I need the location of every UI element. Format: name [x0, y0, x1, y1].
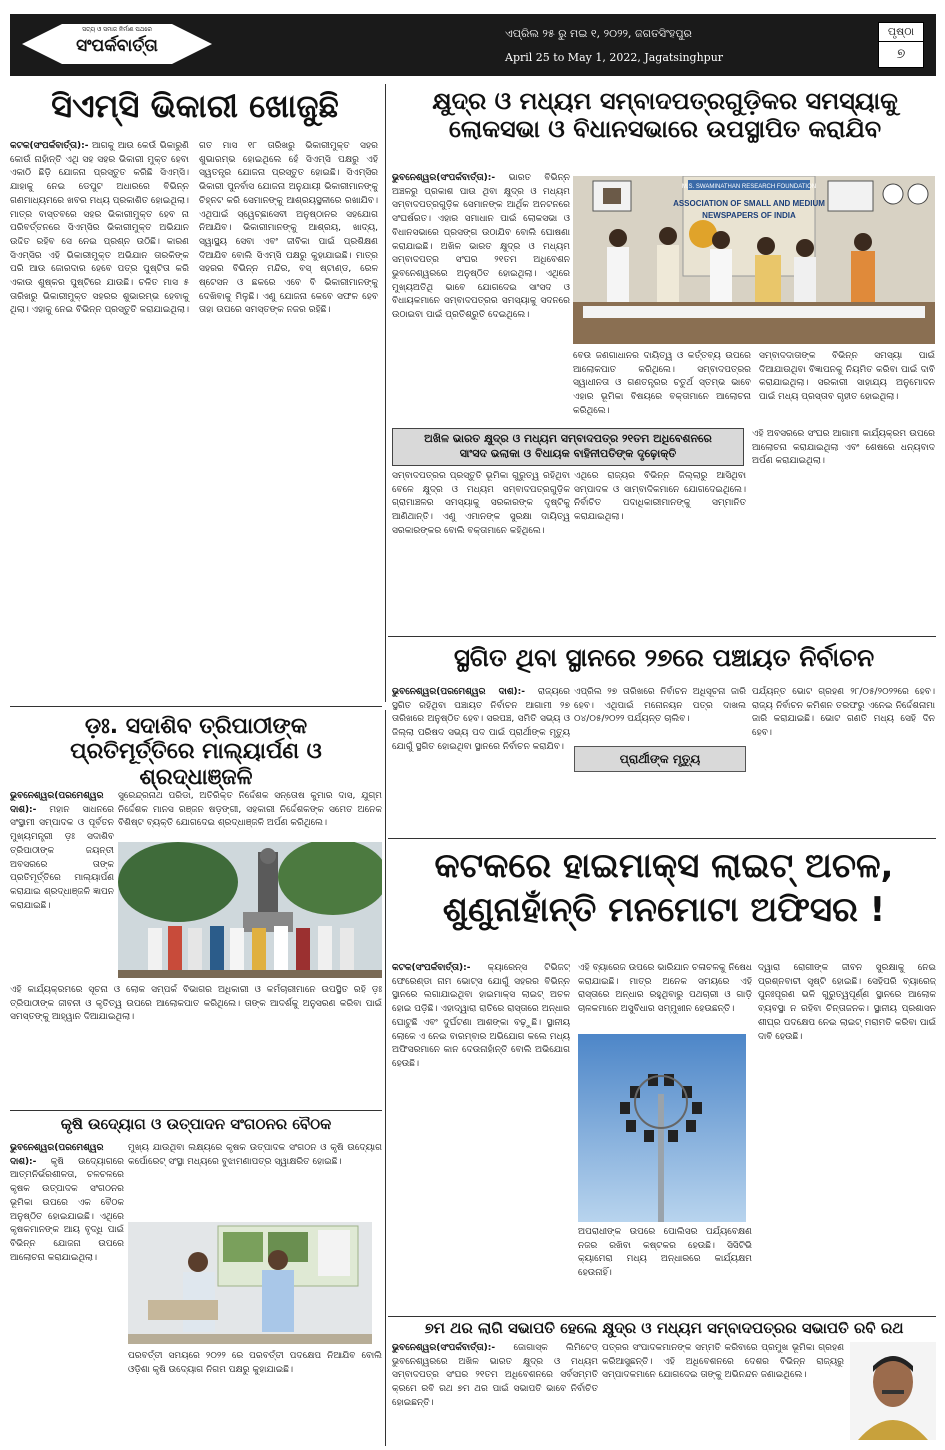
highmast-headline-line1: କଟକରେ ହାଇମାକ୍ସ ଲାଇଟ୍ ଅଚଳ,	[434, 846, 894, 886]
logo-tagline: ସତ୍ୟ ଓ ସମାଜ ନିର୍ମାଣ ପଥରେ	[82, 26, 152, 33]
small-papers-lower-2: ଏଥିରେ ରାଜ୍ୟର ବିଭିନ୍ନ ଜିଲ୍ଲାରୁ ଆସିଥିବା ସମ୍ପାଦକ ଓ ସାମ୍ବାଦିକମାନେ ଯୋଗଦେଇଥିଲେ। ନିର୍ବାଚିତ ପଦାଧିକାରୀମାନଙ୍କୁ ସମ୍ମାନିତ କରାଯାଇଥିଲା।	[574, 471, 746, 523]
small-papers-headline-line1: କ୍ଷୁଦ୍ର ଓ ମଧ୍ୟମ ସମ୍ବାଦପତ୍ରଗୁଡ଼ିକର ସମସ୍ୟାକୁ	[432, 87, 898, 115]
section-divider	[388, 1316, 936, 1317]
small-papers-body-right-a: ବେଉ ଜଣଗାଧାନର ଦାୟିତ୍ୱ ଓ କର୍ତ୍ତବ୍ୟ ଉପରେ ଆଲୋକପାତ କରିଥିଲେ। ସମ୍ବାଦପତ୍ରର ସ୍ୱାଧୀନତା ଓ ଗଣତନ୍ତ୍ରର ଚତୁର୍ଥ ସ୍ତମ୍ଭ ଭାବେ ଏହାର ଭୂମିକା ବିଷୟରେ ବକ୍ତାମାନେ ଆଲୋଚନା କରିଥିଲେ।	[573, 351, 751, 416]
dateline-english: April 25 to May 1, 2022, Jagatsinghpur	[505, 51, 724, 64]
issue-dateline	[505, 22, 865, 70]
panchayat-body-text: ରାଜ୍ୟରେ ସ୍ଥଗିତ ରହିଥିବା ପଞ୍ଚାୟତ ନିର୍ବାଚନ ଆଗାମୀ ୨୭ ତାରିଖରେ ଅନୁଷ୍ଠିତ ହେବ। ସରପଞ୍ଚ, ସମିତି ସଭ୍ୟ ଓ ଜିଲ୍ଲା ପରିଷଦ ସଭ୍ୟ ପଦ ପାଇଁ ପ୍ରାର୍ଥୀଙ୍କ ମୃତ୍ୟୁ ଯୋଗୁଁ ସ୍ଥଗିତ ହୋଇଥିବା ସ୍ଥାନରେ ନିର୍ବାଚନ କରାଯିବ।	[392, 687, 570, 752]
small-papers-banner-line1: ଅଖିଳ ଭାରତ କ୍ଷୁଦ୍ର ଓ ମଧ୍ୟମ ସମ୍ବାଦପତ୍ର ୨୧ତମ ଅଧିବେଶନରେ	[424, 432, 712, 445]
agri-body-3: ପରବର୍ତ୍ତୀ ସମୟରେ ୨୦୨୨ ରେ ପରବର୍ତ୍ତୀ ପଦକ୍ଷେପ ନିଆଯିବ ବୋଲି ଓଡ଼ିଶା କୃଷି ଉଦ୍ୟୋଗ ନିଗମ ପକ୍ଷରୁ କୁହାଯାଇଛି।	[128, 1351, 382, 1375]
statue-photo-illustration	[118, 842, 382, 978]
agri-body-text: କୃଷି ଉଦ୍ୟୋଗରେ ଆତ୍ମନିର୍ଭରଶୀଳତା, ଚଳଚଳରେ କୃଷକ ଉତ୍ପାଦକ ସଂଗଠନର ଭୂମିକା ଉପରେ ଏକ ବୈଠକ ଅନୁଷ୍ଠିତ ହୋଇଯାଇଛି। ଏଥିରେ କୃଷକମାନଙ୍କ ଆୟ ବୃଦ୍ଧି ପାଇଁ ବିଭିନ୍ନ ଯୋଜନା ଉପରେ ଆଲୋଚନା କରାଯାଇଥିଲା।	[10, 1156, 124, 1263]
highmast-headline	[392, 844, 936, 932]
small-papers-banner	[392, 428, 744, 466]
small-papers-lower-3: ଏହି ଅବସରରେ ସଂଘର ଆଗାମୀ କାର୍ଯ୍ୟକ୍ରମ ଉପରେ ଆଲୋଚନା କରାଯାଇଥିଲା ଏବଂ ଶେଷରେ ଧନ୍ୟବାଦ ଅର୍ପଣ କରାଯାଇଥିଲା।	[752, 429, 935, 467]
photo-banner-2: ASSOCIATION OF SMALL AND MEDIUM	[673, 199, 825, 208]
cms-body: ଆଗକୁ ଆଉ କେଉଁ ଭିକାରୁଣି କୋଉଁ ନାହାଁନ୍ତି ଏଥି ସହ ସହର ଭିକାରୀ ମୁକ୍ତ ହେବା ଏକାଠି ଛିଡ଼ି ଯୋଜନା ପ୍ରସ୍ତୁତ କରିଛି ସିଏମ୍‌ସି। ଯାହାକୁ ନେଇ ଡେପୁଟ ଅଧାରରେ ବିଭିନ୍ନ ଗଣମାଧ୍ୟମରେ ଖବର ମଧ୍ୟ ପ୍ରକାଶିତ ହୋଇଥିଲା। ମାତ୍ର ବାସ୍ତବରେ ସହର ଭିକାରୀମୁକ୍ତ ହେବ ନା ପରିବର୍ତ୍ତନରେ ସିଏମ୍‌ସିର ଭିକାରୀମୁକ୍ତ ଅଭିଯାନ ଉଦ୍ଦିତ ରହିବ ସେ ନେଇ ପ୍ରଶ୍ନ ଉଠିଛି। କାରଣ ସିଏମ୍‌ସିର ଏହି ଭିକାରୀମୁକ୍ତ ଅଭିଯାନ ତାରକିଙ୍କ ପରି ଆଉ ଜୋରଦାର ହେବେ ପତ୍ର ପୁଷ୍ଟିତା କରି ଏକାଉ ଶୁଷ୍କର ପୁଷ୍ଟିରେ ଯାଉଛି। ଚଳିତ ମାସ ୫ ତାରିଖରୁ ଭିକାରୀମୁକ୍ତ ସହରର ଶୁଭାରମ୍ଭ ହେବାକୁ ଥିଲା। ଏହାକୁ ନେଇ ବିଭିନ୍ନ ପ୍ରସ୍ତୁତି କରାଯାଇଥିଲା। ଗତ ମାସ ୧୮ ତାରିଖରୁ ଭିକାରୀମୁକ୍ତ ସହର ଶୁଭାରମ୍ଭ ହୋଇଥିଲେ ହେଁ ସିଏମ୍‌ସି ପକ୍ଷରୁ ଏହି ସ୍ୱତନ୍ତ୍ର ଯୋଜନା ପ୍ରସ୍ତୁତ ହୋଇଛି। ସିଏମ୍‌ସିର ଭିକାରୀ ପୁନର୍ବାସ ଯୋଜନା ଅନୁଯାୟୀ ଭିକାରୀମାନଙ୍କୁ ଚିହ୍ନଟ କରି ସେମାନଙ୍କୁ ଆଶ୍ରୟସ୍ଥଳୀରେ ରଖାଯିବ। ଏଥିପାଇଁ ସ୍ୱେଚ୍ଛାସେବୀ ଅନୁଷ୍ଠାନର ସହଯୋଗ ନିଆଯିବ। ଭିକାରୀମାନଙ୍କୁ ଆଶ୍ରୟ, ଖାଦ୍ୟ, ସ୍ୱାସ୍ଥ୍ୟ ସେବା ଏବଂ ଜୀବିକା ପାଇଁ ପ୍ରଶିକ୍ଷଣ ଦିଆଯିବ ବୋଲି ସିଏମ୍‌ସି ପକ୍ଷରୁ କୁହାଯାଇଛି। ମାତ୍ର ସହରର ବିଭିନ୍ନ ମନ୍ଦିର, ବସ୍ ଷ୍ଟାଣ୍ଡ, ରେଳ ଷ୍ଟେସନ ଓ ଛକରେ ଏବେ ବି ଭିକାରୀମାନଙ୍କୁ ଦେଖିବାକୁ ମିଳୁଛି। ଏଣୁ ଯୋଜନା କେବେ ସଫଳ ହେବ ତାହା ଉପରେ ସମସ୍ତଙ୍କ ନଜର ରହିଛି।	[10, 141, 378, 316]
column-divider	[385, 84, 386, 702]
statue-photo	[118, 842, 382, 978]
highmast-headline-line2: ଶୁଣୁନାହାଁନ୍ତି ମନମୋଟା ଅଫିସର !	[442, 890, 886, 931]
column-divider	[385, 710, 386, 1446]
rath-headline: ୭ମ ଥର ଲାଗି ସଭାପତି ହେଲେ କ୍ଷୁଦ୍ର ଓ ମଧ୍ୟମ ସମ୍ବାଦପତ୍ରର ସଭାପତି ରବି ରଥ	[424, 1319, 904, 1337]
rath-lead: ଭୁବନେଶ୍ୱର(ସଂପର୍କବାର୍ତ୍ତା):-	[392, 1343, 496, 1353]
rath-body-1	[392, 1342, 598, 1444]
section-divider	[10, 706, 382, 707]
cms-article-body	[10, 140, 378, 700]
small-papers-body-right-b: ସମ୍ବାଦଦାତାଙ୍କ ବିଭିନ୍ନ ସମସ୍ୟା ପାଇଁ ଦିଆଯାଉଥିବା ବିଜ୍ଞାପନକୁ ନିୟମିତ କରିବା ପାଇଁ ଦାବି କରାଯାଇଥିଲା। ସରକାରୀ ସାହାଯ୍ୟ ଅନୁମୋଦନ ପାଇଁ ମଧ୍ୟ ପ୍ରସ୍ତାବ ଗୃହୀତ ହୋଇଥିଲା।	[759, 351, 935, 403]
cms-headline: ସିଏମ୍‌ସି ଭିକାରୀ ଖୋଜୁଛି	[51, 87, 339, 125]
panchayat-body-2: ଏପ୍ରିଲ ୨୭ ତାରିଖରେ ନିର୍ବାଚନ ଅଧିସୂଚନା ଜାରି ହେବ। ଏଥିପାଇଁ ମନୋନୟନ ପତ୍ର ଦାଖଲ ୦୪/୦୫/୨୦୨୨ ପର୍ଯ୍ୟନ୍ତ ଚାଲିବ।	[574, 687, 746, 725]
highmast-body-2: ଏହି ବ୍ୟାରେଜ ଉପରେ ଭାରିଯାନ ଚଳାଚଳକୁ ନିଷେଧ କରାଯାଇଛି। ମାତ୍ର ଅନେକ ସମୟରେ ଏହି ରାସ୍ତାରେ ଅନ୍ଧାର ରହୁଥିବାରୁ ପଥଚାରୀ ଓ ଗାଡ଼ି ଚାଳକମାନେ ଅସୁବିଧାର ସମ୍ମୁଖୀନ ହେଉଛନ୍ତି।	[578, 963, 752, 1015]
section-divider	[10, 1110, 382, 1111]
section-divider	[388, 636, 936, 637]
small-papers-lower-1: ସମ୍ବାଦପତ୍ରର ପ୍ରସ୍ତୁତି ଭୂମିକା ଗୁରୁତ୍ୱ ରହିଥିବା ବେଳେ କ୍ଷୁଦ୍ର ଓ ମଧ୍ୟମ ସମ୍ବାଦପତ୍ରଗୁଡ଼ିକ ଗ୍ରାମାଞ୍ଚଳର ସମସ୍ୟାକୁ ସରକାରଙ୍କ ଦୃଷ୍ଟିକୁ ଆଣିଥାନ୍ତି। ଏଣୁ ଏମାନଙ୍କ ସୁରକ୍ଷା ଦାୟିତ୍ୱ ସରକାରଙ୍କର ବୋଲି ବକ୍ତାମାନେ କହିଥିଲେ।	[392, 471, 570, 536]
tripathy-headline	[10, 714, 382, 790]
highmast-body-text: କ୍ୟାରେନ୍ସ ଟିଭିଜଟ୍ ଫେରେଣ୍ଡା ନାମ ଭୋଟ୍ସ ଯୋଗୁଁ ସହରର ବିଭିନ୍ନ ସ୍ଥାନରେ ଲଗାଯାଇଥିବା ହାଇମାକ୍ସ ଲାଇଟ୍ ଅଚଳ ହୋଇ ପଡ଼ିଛି। ଏହାଦ୍ୱାରା ରାତିରେ ରାସ୍ତାରେ ଅନ୍ଧାର ଘୋଟୁଛି ଏବଂ ଦୁର୍ଘଟଣା ଆଶଙ୍କା ବଢ଼ୁଛି। ସ୍ଥାନୀୟ ଲୋକେ ଏ ନେଇ ବାରମ୍ବାର ଅଭିଯୋଗ କଲେ ମଧ୍ୟ ଅଫିସରମାନେ କାନ ଦେଉନାହାଁନ୍ତି ବୋଲି ଅଭିଯୋଗ ହେଉଛି।	[392, 963, 570, 1069]
tripathy-body-1	[10, 790, 114, 980]
rabi-rath-portrait	[850, 1342, 936, 1440]
mou-photo	[128, 1222, 372, 1344]
highmast-body-3: ଅପରାଧୀଙ୍କ ଉପରେ ପୋଲିସର ପର୍ଯ୍ୟବେକ୍ଷଣ ନଜର ରଖିବା କଷ୍ଟକର ହେଉଛି। ସିସିଟିଭି କ୍ୟାମେରା ମଧ୍ୟ ଅନ୍ଧାରରେ କାର୍ଯ୍ୟକ୍ଷମ ହେଉନାହିଁ।	[578, 1227, 752, 1279]
highmast-lead: କଟକ(ସଂପର୍କବାର୍ତ୍ତା):-	[392, 963, 471, 973]
portrait-illustration	[850, 1342, 936, 1440]
tripathy-headline-line1: ଡ଼ଃ. ସଦାଶିବ ତ୍ରିପାଠୀଙ୍କ	[84, 714, 308, 739]
agri-lead: ଭୁବନେଶ୍ୱର(ପରମେଶ୍ୱର ଦାଶ):-	[10, 1143, 104, 1167]
panchayat-lead: ଭୁବନେଶ୍ୱର(ପରମେଶ୍ୱର ଦାଶ):-	[392, 687, 525, 697]
newspaper-logo	[22, 22, 212, 66]
small-papers-lead: ଭୁବନେଶ୍ୱର(ସଂପର୍କବାର୍ତ୍ତା):-	[392, 173, 496, 183]
section-divider	[388, 838, 936, 839]
page-label: ପୃଷ୍ଠା	[887, 25, 915, 38]
mou-photo-illustration	[128, 1222, 372, 1344]
tripathy-lead: ଭୁବନେଶ୍ୱର(ପରମେଶ୍ୱର ଦାଶ):-	[10, 791, 104, 815]
small-papers-headline-line2: ଲୋକସଭା ଓ ବିଧାନସଭାରେ ଉପସ୍ଥାପିତ କରାଯିବ	[448, 114, 882, 143]
conference-photo	[573, 176, 935, 344]
candidate-death-box: ପ୍ରାର୍ଥୀଙ୍କ ମୃତ୍ୟୁ	[574, 746, 746, 772]
agri-body-2: ମୁଖ୍ୟ ଯାଉଥିବା ଲକ୍ଷ୍ୟରେ କୃଷକ ଉତ୍ପାଦକ ସଂଗଠନ ଓ କୃଷି ଉଦ୍ୟୋଗ କର୍ପୋରେଟ୍ ସଂସ୍ଥା ମଧ୍ୟରେ ବୁଝାମଣାପତ୍ର ସ୍ୱାକ୍ଷରିତ ହୋଇଛି।	[128, 1143, 382, 1167]
logo-name: ସଂପର୍କବାର୍ତ୍ତା	[76, 36, 158, 56]
tripathy-body-3: ଏହି କାର୍ଯ୍ୟକ୍ରମରେ ସୂଚନା ଓ ଲୋକ ସମ୍ପର୍କ ବିଭାଗର ଅଧିକାରୀ ଓ କର୍ମଚାରୀମାନେ ଉପସ୍ଥିତ ରହି ଡ଼ଃ ତ୍ରିପାଠୀଙ୍କ ଜୀବନୀ ଓ କୃତିତ୍ୱ ଉପରେ ଆଲୋକପାତ କରିଥିଲେ। ତାଙ୍କ ଆଦର୍ଶକୁ ଅନୁସରଣ କରିବା ପାଇଁ ସମସ୍ତଙ୍କୁ ଆହ୍ୱାନ ଦିଆଯାଇଥିଲା।	[10, 985, 382, 1023]
small-papers-body: ଭାରତ ବିଭିନ୍ନ ଅଞ୍ଚଳରୁ ପ୍ରକାଶ ପାଉ ଥିବା କ୍ଷୁଦ୍ର ଓ ମଧ୍ୟମ ସମ୍ବାଦପତ୍ରଗୁଡ଼ିକ ସେମାନଙ୍କ ଆର୍ଥିକ ଅନଟନରେ ସଂଘର୍ଷରତ। ଏହାର ସମାଧାନ ପାଇଁ ଲୋକସଭା ଓ ବିଧାନସଭାରେ ପ୍ରସଙ୍ଗ ଉଠାଯିବ ବୋଲି ଘୋଷଣା କରାଯାଇଛି। ଅଖିଳ ଭାରତ କ୍ଷୁଦ୍ର ଓ ମଧ୍ୟମ ସମ୍ବାଦପତ୍ର ସଂଘର ୨୧ତମ ଅଧିବେଶନ ଭୁବନେଶ୍ୱରରେ ଅନୁଷ୍ଠିତ ହୋଇଥିଲା। ଏଥିରେ ମୁଖ୍ୟଅତିଥି ଭାବେ ଯୋଗଦେଇ ସାଂସଦ ଓ ବିଧାୟକମାନେ ସମ୍ବାଦପତ୍ରର ସମସ୍ୟାକୁ ସଦନରେ ଉଠାଇବା ପାଇଁ ପ୍ରତିଶ୍ରୁତି ଦେଇଥିଲେ।	[392, 173, 570, 321]
small-papers-banner-line2: ସାଂସଦ ଭଲାକା ଓ ବିଧାୟକ ବାହିନୀପତିଙ୍କ ଦୃଢ଼ୋକ୍ତି	[459, 447, 677, 460]
cms-lead: କଟକ(ସଂପର୍କବାର୍ତ୍ତା):-	[10, 141, 89, 151]
page-number-box	[878, 22, 924, 68]
photo-banner-1: M.S. SWAMINATHAN RESEARCH FOUNDATION	[681, 184, 817, 190]
rath-body-text: ଜୋଗାସ୍କ ଲିମିଟେଡ୍ ଭୁବନେଶ୍ୱରରେ ଅଖିଳ ଭାରତ କ୍ଷୁଦ୍ର ଓ ମଧ୍ୟମ ସମ୍ବାଦପତ୍ର ସଂଘର ୨୧ତମ ଅଧିବେଶନରେ ସର୍ବସମ୍ମତି କ୍ରମେ ରବି ରଥ ୭ମ ଥର ପାଇଁ ସଭାପତି ଭାବେ ନିର୍ବାଚିତ ହୋଇଛନ୍ତି।	[392, 1343, 598, 1408]
highmast-body-4: ଦ୍ୱାରା ରୋଗୀଙ୍କ ଜୀବନ ସୁରକ୍ଷାକୁ ନେଇ ପ୍ରଶ୍ନବାଚୀ ସୃଷ୍ଟି ହୋଇଛି। ସେହିପରି ବ୍ୟାରେଜ୍ ପୁନଃପୂରଣ ଭଳି ଗୁରୁତ୍ୱପୂର୍ଣ୍ଣ ସ୍ଥାନରେ ଆଲୋକ ବ୍ୟବସ୍ଥା ନ ରହିବା ଚିନ୍ତାଜନକ। ସ୍ଥାନୀୟ ପ୍ରଶାସନ ଶୀଘ୍ର ପଦକ୍ଷେପ ନେଇ ଲାଇଟ୍ ମରାମତି କରିବା ପାଇଁ ଦାବି ହେଉଛି।	[758, 963, 936, 1042]
photo-banner-3: NEWSPAPERS OF INDIA	[702, 211, 796, 220]
agri-headline: କୃଷି ଉଦ୍ୟୋଗ ଓ ଉତ୍ପାଦନ ସଂଗଠନର ବୈଠକ	[60, 1115, 332, 1133]
highmast-light-illustration	[578, 1034, 746, 1222]
tripathy-body-text: ମହାନ ସାଧନରେ ସଂସ୍ଥାମୀ ସମ୍ପାଦକ ଓ ପୂର୍ବତନ ମୁଖ୍ୟମନ୍ତ୍ରୀ ଡ଼ଃ ସଦାଶିବ ତ୍ରିପାଠୀଙ୍କ ଜୟନ୍ତୀ ଅବସରରେ ତାଙ୍କ ପ୍ରତିମୂର୍ତ୍ତିରେ ମାଲ୍ୟାର୍ପଣ କରାଯାଇ ଶ୍ରଦ୍ଧାଞ୍ଜଳି ଜ୍ଞାପନ କରାଯାଇଛି।	[10, 804, 114, 911]
tripathy-headline-line2: ପ୍ରତିମୂର୍ତ୍ତିରେ ମାଲ୍ୟାର୍ପଣ ଓ ଶ୍ରଦ୍ଧାଞ୍ଜଳି	[70, 739, 322, 790]
rath-body-2: ପତ୍ରର ସଂପାଦକମାନଙ୍କ ସମ୍ମତି କରିବାରେ ପ୍ରମୁଖ ଭୂମିକା ଗ୍ରହଣ କରିଆସୁଛନ୍ତି। ଏହି ଅଧିବେଶନରେ ଦେଶର ବିଭିନ୍ନ ରାଜ୍ୟରୁ ସମ୍ପାଦକମାନେ ଯୋଗଦେଇ ତାଙ୍କୁ ଅଭିନନ୍ଦନ ଜଣାଇଥିଲେ।	[602, 1343, 844, 1381]
panchayat-headline: ସ୍ଥଗିତ ଥିବା ସ୍ଥାନରେ ୨୭ରେ ପଞ୍ଚାୟତ ନିର୍ବାଚନ	[453, 643, 875, 672]
small-papers-headline	[395, 88, 935, 143]
panchayat-body-1	[392, 686, 570, 836]
panchayat-body-3: ପର୍ଯ୍ୟନ୍ତ ଭୋଟ ଗ୍ରହଣ ୨୮/୦୫/୨୦୨୨ରେ ହେବ। ରାଜ୍ୟ ନିର୍ବାଚନ କମିଶନ ତରଫରୁ ଏନେଇ ନିର୍ଦ୍ଦେଶନାମା ଜାରି କରାଯାଇଛି। ଭୋଟ ଗଣତି ମଧ୍ୟ ସେହି ଦିନ ହେବ।	[752, 687, 935, 739]
highmast-body-1	[392, 962, 570, 1312]
small-papers-body-left	[392, 172, 570, 422]
tripathy-body-2: ସୁରେନ୍ଦ୍ରନାଥ ପରିଡା, ଅତିରିକ୍ତ ନିର୍ଦ୍ଦେଶକ ସନ୍ତୋଷ କୁମାର ଦାସ, ଯୁଗ୍ମ ନିର୍ଦ୍ଦେଶକ ମାନସ ରଞ୍ଜନ ଷଡ଼଼ଙ୍ଗୀ, ସହକାରୀ ନିର୍ଦ୍ଦେଶକଙ୍କ ସମେତ ଅନେକ ବିଶିଷ୍ଟ ବ୍ୟକ୍ତି ଯୋଗଦେଇ ଶ୍ରଦ୍ଧାଞ୍ଜଳି ଅର୍ପଣ କରିଥିଲେ।	[118, 791, 382, 829]
dateline-odia: ଏପ୍ରିଲ ୨୫ ରୁ ମଇ ୧, ୨୦୨୨, ଜଗତସିଂହପୁର	[505, 27, 692, 40]
agri-body-1	[10, 1142, 124, 1442]
page-number: ୭	[879, 41, 923, 66]
conference-photo-illustration	[573, 176, 935, 344]
highmast-light-photo	[578, 1034, 746, 1222]
